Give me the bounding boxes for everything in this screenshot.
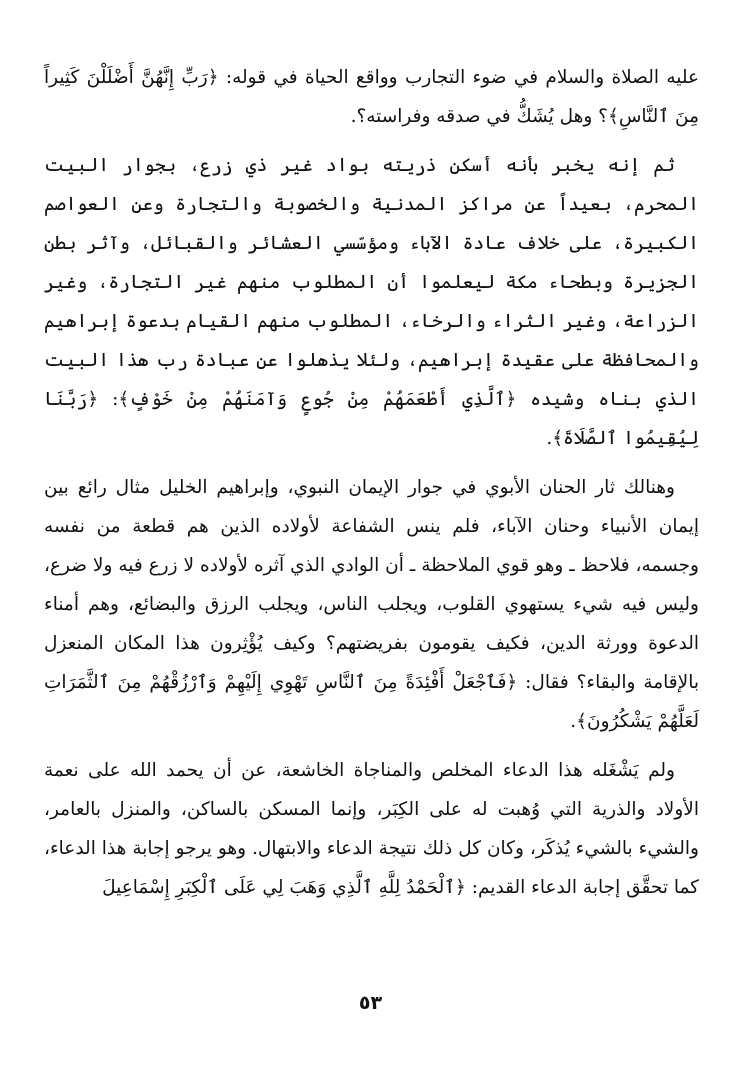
paragraph-praise-for-offspring: ولم يَشْغَله هذا الدعاء المخلص والمناجاة الخاشعة، عن أن يحمد الله على نعمة الأولاد والذرية التي وُهبت له على الكِبَر، وإنما المسكن بالساكن، والمنزل بالعامر، والشيء بالشيء يُذكَر، وكان كل ذلك نتيجة الدعاء والابتهال. وهو يرجو إجابة هذا الدعاء، كما تحقَّق إجابة الدعاء القديم: ﴿ٱلْحَمْدُ لِلَّهِ ٱلَّذِي وَهَبَ لِي عَلَى ٱلْكِبَرِ إِسْمَاعِيلَ — [44, 760, 699, 898]
paragraph-continuation: عليه الصلاة والسلام في ضوء التجارب وواقع الحياة في قوله: ﴿رَبِّ إِنَّهُنَّ أَضْلَلْنَ كَثِيراً مِنَ ٱلنَّاسِ﴾؟ وهل يُشَكُّ في صدقه وفراسته؟. — [44, 67, 699, 127]
paragraph-paternal-tenderness: وهنالك ثار الحنان الأبوي في جوار الإيمان النبوي، وإبراهيم الخليل مثال رائع بين إيمان الأنبياء وحنان الآباء، فلم ينس الشفاعة لأولاده الذين هم قطعة من نفسه وجسمه، فلاحظ ـ وهو قوي الملاحظة ـ أن الوادي الذي آثره لأولاده لا زرع فيه ولا ضرع، وليس فيه شيء يستهوي القلوب، ويجلب الناس، ويجلب الرزق والبضائع، وهم أمناء الدعوة وورثة الدين، فكيف يقومون بفريضتهم؟ وكيف يُؤْثِرون هذا المكان المنعزل بالإقامة والبقاء؟ فقال: ﴿فَٱجْعَلْ أَفْئِدَةً مِنَ ٱلنَّاسِ تَهْوِي إِلَيْهِمْ وَٱرْزُقْهُمْ مِنَ ٱلثَّمَرَاتِ لَعَلَّهُمْ يَشْكُرُونَ﴾. — [44, 477, 699, 732]
page-number: ٥٣ — [358, 992, 383, 1014]
page-body — [44, 58, 699, 917]
paragraph-dwelling-by-the-house: ثم إنه يخبر بأنه أسكن ذريته بواد غير ذي زرع، بجوار البيت المحرم، بعيداً عن مراكز المدنية والخصوبة والتجارة وعن العواصم الكبيرة، على خلاف عادة الآباء ومؤسّسي العشائر والقبائل، وآثر بطن الجزيرة وبطحاء مكة ليعلموا أن المطلوب منهم غير التجارة، وغير الزراعة، وغير الثراء والرخاء، المطلوب منهم القيام بدعوة إبراهيم والمحافظة على عقيدة إبراهيم، ولئلا يذهلوا عن عبادة رب هذا البيت الذي بناه وشيده ﴿ٱلَّذِي أَطْعَمَهُمْ مِنْ جُوعٍ وَآمَنَهُمْ مِنْ خَوْفٍ﴾: ﴿رَبَّنَا لِيُقِيمُوا ٱلصَّلَاةَ﴾. — [44, 155, 699, 449]
